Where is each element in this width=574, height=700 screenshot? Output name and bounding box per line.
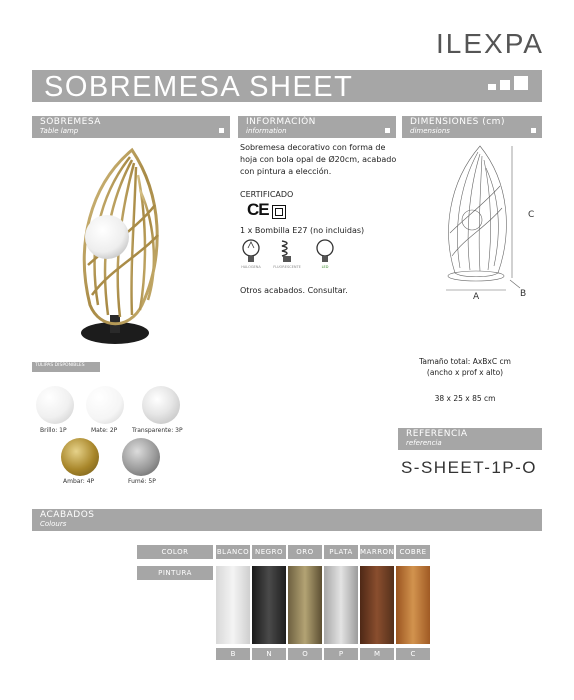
finish-swatch-cobre	[396, 566, 430, 644]
tulip-ambar	[61, 438, 99, 476]
product-section-header	[32, 116, 230, 138]
dimensions-total-note: (ancho x prof x alto)	[426, 368, 504, 377]
dimensions-section-header	[402, 116, 542, 138]
reference-code: S-SHEET-1P-O	[400, 458, 538, 477]
dimensions-values: 38 x 25 x 85 cm	[434, 394, 496, 403]
product-section-title: SOBREMESA	[40, 117, 101, 127]
decor-square	[219, 128, 224, 133]
dimension-label-c: C	[528, 210, 535, 220]
decor-square	[531, 128, 536, 133]
tulip-label: Brillo: 1P	[40, 427, 67, 434]
dimensions-section-title: DIMENSIONES (cm)	[410, 117, 505, 127]
decor-square	[514, 76, 528, 90]
reference-section-title: REFERENCIA	[406, 429, 468, 439]
dimensions-diagram	[430, 138, 540, 308]
bulb-type-label: FLUORESCENTE	[273, 265, 301, 269]
dimensions-total-label: Tamaño total: AxBxC cm	[419, 357, 511, 366]
tulip-label: Fumé: 5P	[128, 478, 156, 485]
bulb-info: 1 x Bombilla E27 (no incluidas)	[240, 226, 365, 235]
reference-section-header	[398, 428, 542, 450]
finish-name: MARRON	[360, 545, 394, 559]
product-section-subtitle: Table lamp	[40, 127, 79, 135]
tulip-label: Ambar: 4P	[63, 478, 95, 485]
finish-name: PLATA	[324, 545, 358, 559]
bulb-type-label: HALOGENA	[241, 265, 261, 269]
reference-section-subtitle: referencia	[406, 439, 442, 447]
dimension-label-a: A	[473, 292, 480, 302]
finishes-section-subtitle: Colours	[40, 520, 67, 528]
finish-name: COBRE	[396, 545, 430, 559]
finish-code: C	[396, 648, 430, 660]
finish-name: ORO	[288, 545, 322, 559]
paint-row-label: PINTURA	[137, 566, 213, 580]
lamp-product-image	[70, 145, 170, 350]
other-finishes-note: Otros acabados. Consultar.	[240, 286, 348, 295]
tulip-label: Mate: 2P	[91, 427, 118, 434]
certificado-label: CERTIFICADO	[240, 190, 294, 199]
finishes-section-header	[32, 509, 542, 531]
info-section-subtitle: information	[246, 127, 287, 135]
finish-code: B	[216, 648, 250, 660]
tulips-title: TULIPAS DISPONIBLES	[35, 363, 85, 368]
dimensions-section-subtitle: dimensions	[410, 127, 450, 135]
tulip-fume	[122, 438, 160, 476]
finish-swatch-oro	[288, 566, 322, 644]
info-section-header	[238, 116, 396, 138]
title-bar	[32, 70, 542, 102]
info-section-title: INFORMACIÓN	[246, 117, 316, 127]
decor-square	[500, 80, 510, 90]
finish-swatch-blanco	[216, 566, 250, 644]
tulip-brillo	[36, 386, 74, 424]
finish-code: M	[360, 648, 394, 660]
tulip-transparente	[142, 386, 180, 424]
finish-name: BLANCO	[216, 545, 250, 559]
product-description: Sobremesa decorativo con forma de hoja con bola opal de Ø20cm, acabado con pintura a elección.	[240, 143, 397, 176]
tulip-mate	[86, 386, 124, 424]
color-row-label: COLOR	[137, 545, 213, 559]
page-title: SOBREMESA SHEET	[44, 71, 354, 103]
finish-code: N	[252, 648, 286, 660]
decor-square	[488, 84, 496, 90]
dimension-label-b: B	[520, 289, 527, 299]
bulb-type-label: LED	[321, 265, 329, 269]
dimensions-total	[410, 356, 520, 378]
finishes-section-title: ACABADOS	[40, 510, 95, 520]
finish-code: P	[324, 648, 358, 660]
class-ii-icon	[272, 205, 286, 219]
tulip-label: Transparente: 3P	[132, 427, 183, 434]
finish-name: NEGRO	[252, 545, 286, 559]
finish-swatch-negro	[252, 566, 286, 644]
finish-code: O	[288, 648, 322, 660]
brand-logo: ILEXPA	[436, 28, 544, 59]
decor-square	[385, 128, 390, 133]
finish-swatch-plata	[324, 566, 358, 644]
tulips-header	[32, 362, 100, 372]
ce-mark: CE	[247, 200, 269, 219]
finish-swatch-marron	[360, 566, 394, 644]
